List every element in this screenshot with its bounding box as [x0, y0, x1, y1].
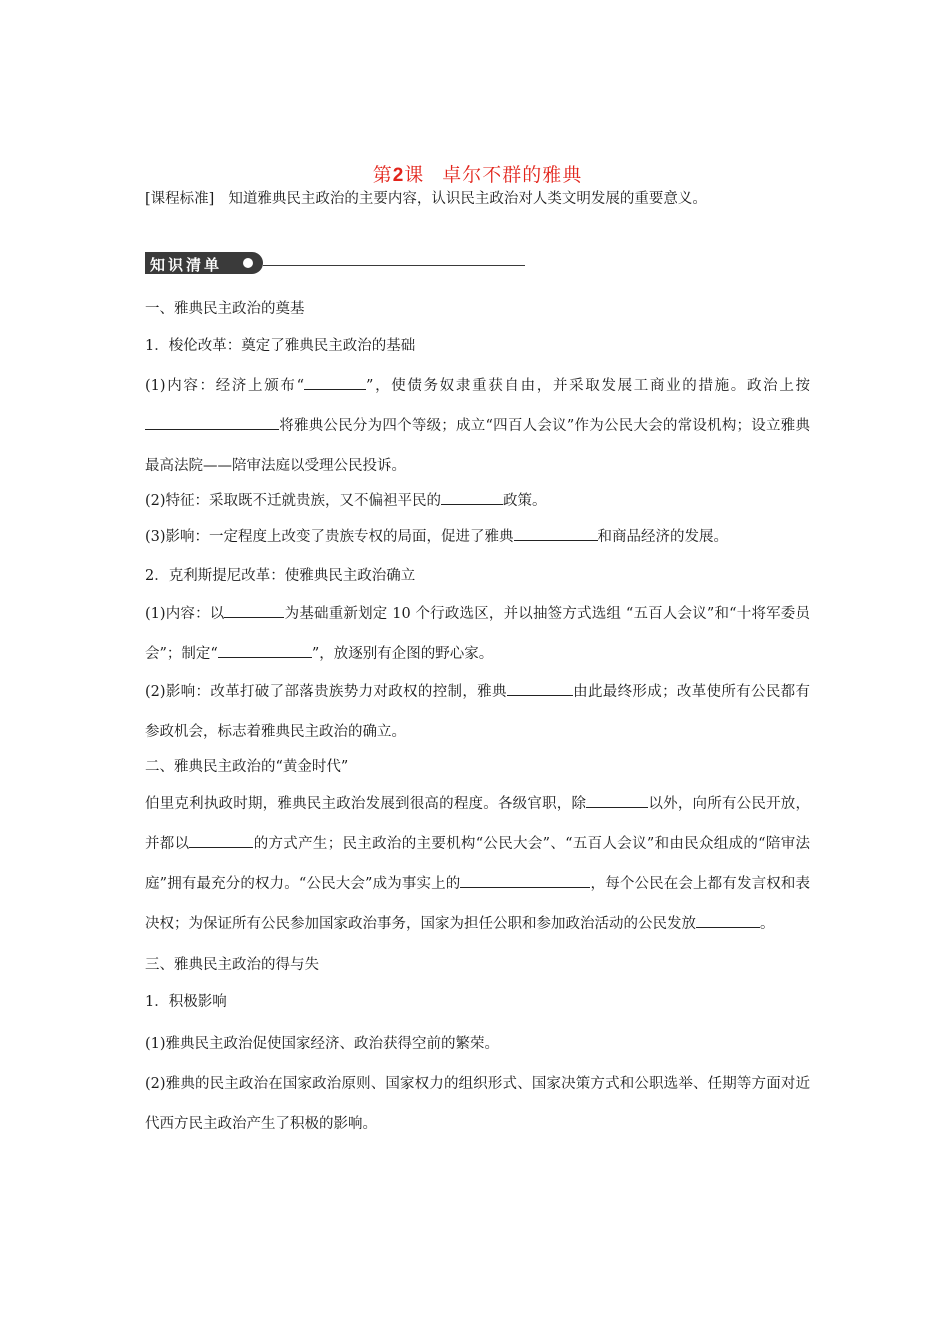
fill-blank — [460, 886, 560, 888]
item2-impact-paragraph: (2)影响：改革打破了部落贵族势力对政权的控制，雅典 由此最终形成；改革使所有公民都有参政机会，标志着雅典民主政治的确立。 — [145, 684, 810, 740]
section-badge-label: 知识清单 — [150, 256, 223, 274]
content-body — [145, 296, 810, 1144]
fill-blank — [507, 694, 573, 696]
part3-point1: (1)雅典民主政治促使国家经济、政治获得空前的繁荣。 — [145, 1036, 500, 1052]
course-standard-text: 知道雅典民主政治的主要内容，认识民主政治对人类文明发展的重要意义。 — [228, 191, 707, 207]
fill-blank — [696, 926, 760, 928]
fill-blank — [145, 428, 279, 430]
item1-feature-paragraph: (2)特征：采取既不迁就贵族，又不偏袒平民的 政策。 — [145, 493, 547, 509]
fill-blank — [218, 656, 312, 658]
bullet-dot-icon — [243, 258, 253, 268]
part1-heading: 一、雅典民主政治的奠基 — [145, 301, 305, 317]
lesson-number: 2 — [392, 165, 405, 186]
item1-impact-paragraph: (3)影响：一定程度上改变了贵族专权的局面，促进了雅典 和商品经济的发展。 — [145, 529, 729, 545]
fill-blank — [224, 616, 284, 618]
lesson-name: 卓尔不群的雅典 — [442, 164, 583, 186]
part3-heading: 三、雅典民主政治的得与失 — [145, 957, 319, 973]
fill-blank — [189, 846, 253, 848]
fill-blank — [514, 539, 598, 541]
section-badge — [145, 252, 263, 274]
course-standard-label: [课程标准] — [145, 191, 215, 207]
part2-paragraph: 伯里克利执政时期，雅典民主政治发展到很高的程度。各级官职，除 以外，向所有公民开放，并都以 的方式产生；民主政治的主要机构“公民大会”、“五百人会议”和由民众组成的“陪审法庭”拥有最充分的权力。“公民大会”成为事实上的 ，每个公民在会上都有发言权和表决权；为保证所有公民参加国家政治事务，国家为担任公职和参加政治活动的公民发放 。 — [145, 796, 811, 932]
item1-content-paragraph: (1)内容：经济上颁布“ ”，使债务奴隶重获自由，并采取发展工商业的措施。政治上按将雅典公民分为四个等级；成立“四百人会议”作为公民大会的常设机构；设立雅典最高法院——陪审法庭以受理公民投诉。 — [145, 378, 810, 474]
fill-blank — [560, 886, 590, 888]
page-title — [145, 160, 810, 187]
section-divider — [263, 265, 525, 266]
fill-blank — [586, 806, 648, 808]
item2-heading: 2．克利斯提尼改革：使雅典民主政治确立 — [145, 568, 416, 584]
fill-blank — [441, 503, 503, 505]
item2-content-paragraph: (1)内容：以 为基础重新划定 10 个行政选区，并以抽签方式选组 “五百人会议”和“十将军委员会”；制定“ ”，放逐别有企图的野心家。 — [145, 606, 810, 662]
part3-point2: (2)雅典的民主政治在国家政治原则、国家权力的组织形式、国家决策方式和公职选举、任期等方面对近代西方民主政治产生了积极的影响。 — [145, 1076, 810, 1132]
item1-heading: 1．梭伦改革：奠定了雅典民主政治的基础 — [145, 338, 416, 354]
section-header — [145, 252, 525, 276]
part3-subheading: 1．积极影响 — [145, 994, 227, 1010]
fill-blank — [304, 388, 366, 390]
title-prefix: 第 — [372, 164, 393, 186]
course-standard — [145, 188, 810, 210]
title-suffix: 课 — [404, 164, 425, 186]
part2-heading: 二、雅典民主政治的“黄金时代” — [145, 759, 349, 775]
